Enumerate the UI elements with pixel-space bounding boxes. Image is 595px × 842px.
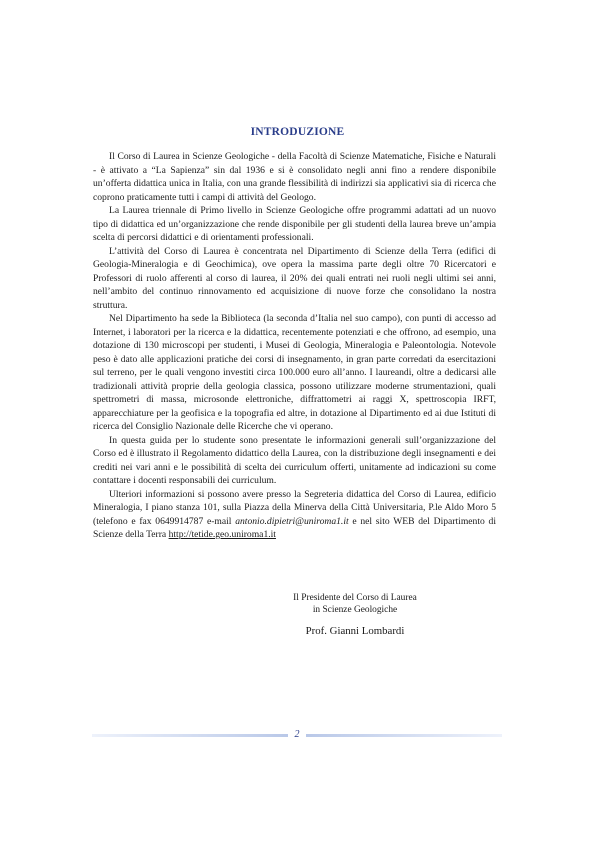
contact-text: Ulteriori informazioni si possono avere presso la Segreteria didattica del Corso di Laurea, edificio Mineralogia, I piano stanza 101, sulla Piazza della Minerva della Città Universitaria, P.le Aldo Moro 5 (telefono e fax 0649914787 e-mail — [93, 488, 496, 527]
paragraph: Nel Dipartimento ha sede la Biblioteca (la seconda d’Italia nel suo campo), con punti di accesso ad Internet, i laboratori per la ricerca e la didattica, recentemente potenziati e che offrono, ad esempio, una dotazione di 130 microscopi per studenti, i Musei di Geologia, Mineralogia e Paleontologia. Notevole peso è dato alle applicazioni pratiche dei corsi di insegnamento, in gran parte corredati da esercitazioni sul terreno, per le quali vengono investiti circa 100.000 euro all’anno. I laureandi, oltre a dedicarsi alle tradizionali attività proprie della geologia classica, possono utilizzare moderne strumentazioni, quali spettrometri di massa, microsonde elettroniche, diffrattometri ai raggi X, spettroscopia IRFT, apparecchiature per la geofisica e la topografia ed altre, in dotazione al Dipartimento ed ai due Istituti di ricerca del Consiglio Nazionale delle Ricerche che vi operano. — [93, 313, 496, 432]
contact-text-web: e nel sito WEB del Dipartimento di Scienze della Terra — [93, 515, 496, 540]
signature-block — [240, 592, 470, 637]
signature-role-line1: Il Presidente del Corso di Laurea — [293, 593, 417, 603]
signature-name: Prof. Gianni Lombardi — [305, 625, 405, 637]
document-body — [93, 150, 496, 542]
contact-paragraph — [93, 488, 496, 542]
paragraph: Il Corso di Laurea in Scienze Geologiche - della Facoltà di Scienze Matematiche, Fisiche e Naturali - è attivato a “La Sapienza” sin dal 1936 e si è consolidato negli anni fino a rendere disponibile un’offerta didattica unica in Italia, con una grande flessibilità di indirizzi sia applicativi sia di ricerca che coprono praticamente tutti i campi di attività del Geologo. — [93, 151, 496, 203]
email-address: antonio.dipietri@uniroma1.it — [235, 515, 349, 527]
page-title: INTRODUZIONE — [250, 126, 345, 138]
page-number: 2 — [294, 729, 300, 740]
paragraph: L’attività del Corso di Laurea è concentrata nel Dipartimento di Scienze della Terra (edifici di Geologia-Mineralogia e di Geochimica), ove opera la massima parte degli oltre 70 Ricercatori e Professori di ruolo afferenti al corso di laurea, il 20% dei quali entrati nei ruoli negli ultimi sei anni, nell’ambito del continuo rinnovamento ed acquisizione di nuove forze che consolidano la nostra struttura. — [93, 245, 496, 311]
website-link[interactable]: http://tetide.geo.uniroma1.it — [168, 529, 276, 540]
signature-role-line2: in Scienze Geologiche — [312, 605, 398, 615]
footer-rule-left — [92, 734, 288, 737]
footer-rule-right — [306, 734, 502, 737]
paragraph: La Laurea triennale di Primo livello in Scienze Geologiche offre programmi adattati ad un nuovo tipo di didattica ed un’organizzazione che rende disponibile per gli studenti della laurea breve un’ampia scelta di percorsi didattici e di orientamenti professionali. — [93, 205, 496, 243]
paragraph: In questa guida per lo studente sono presentate le informazioni generali sull’organizzazione del Corso ed è illustrato il Regolamento didattico della Laurea, con la distribuzione degli insegnamenti e dei crediti nei vari anni e le possibilità di scelta dei curriculum offerti, unitamente ad indicazioni su come contattare i docenti responsabili dei curriculum. — [93, 434, 496, 486]
